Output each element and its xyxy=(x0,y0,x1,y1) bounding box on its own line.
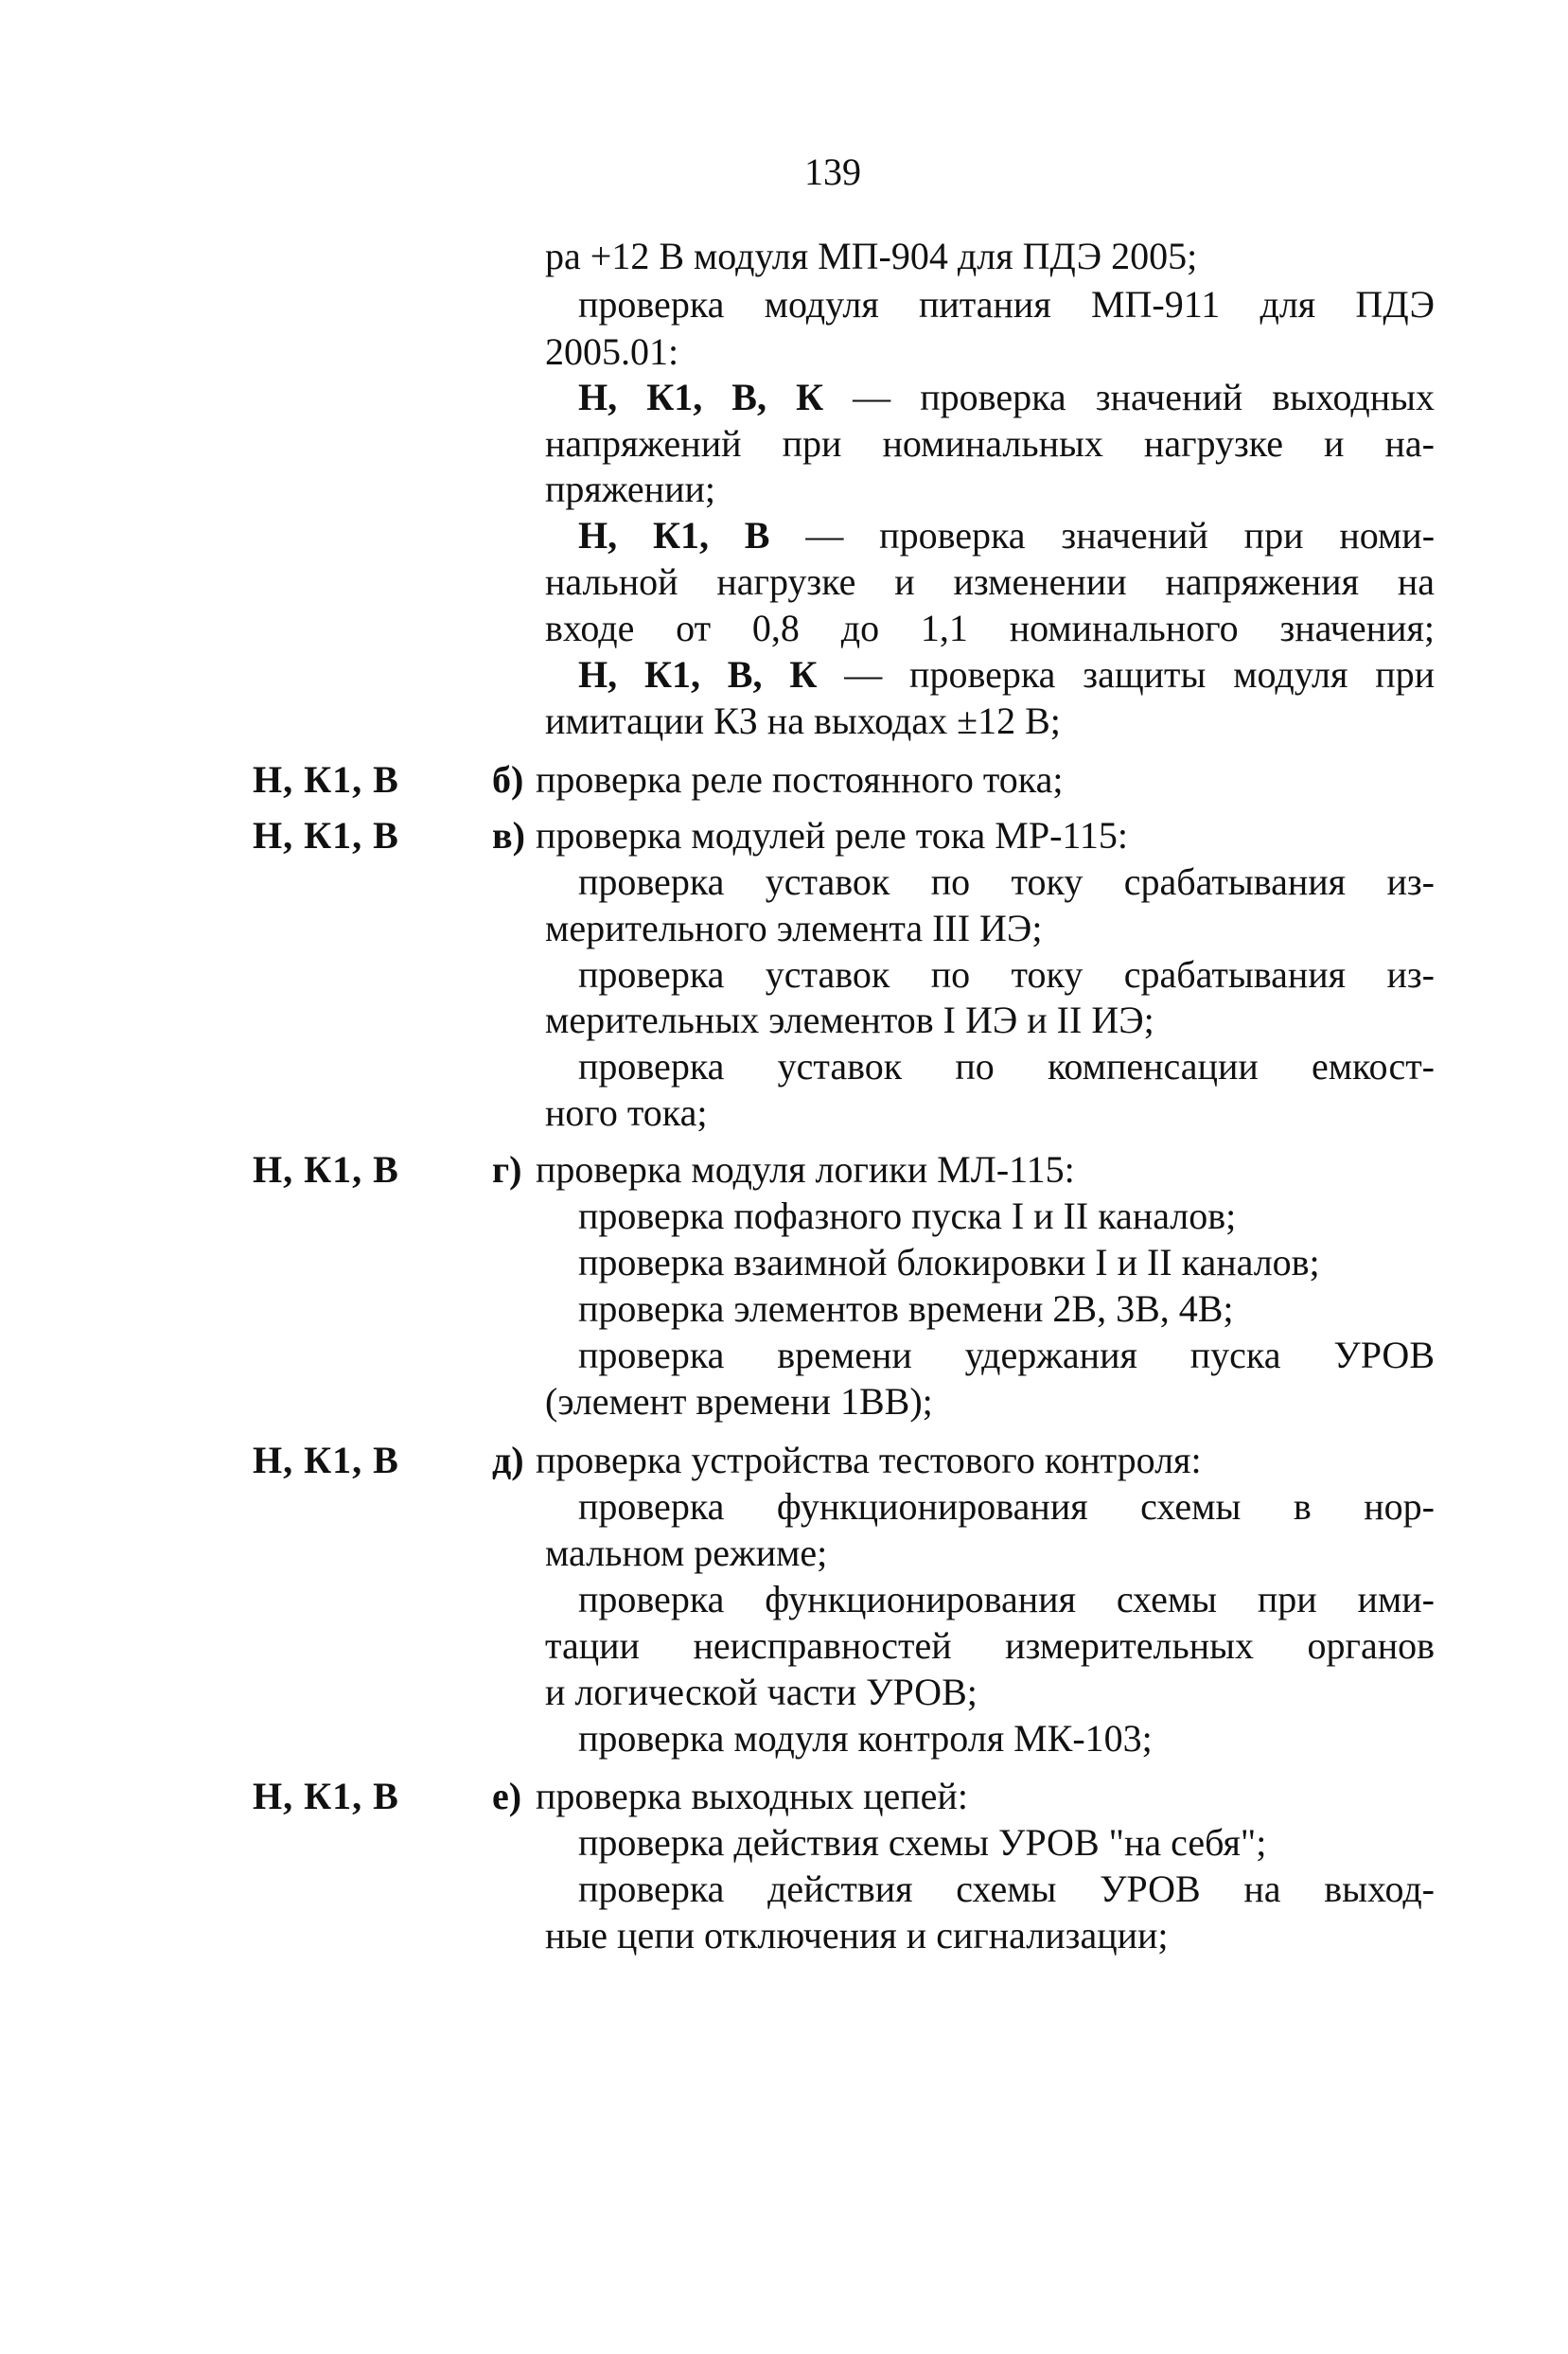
text-line: проверка уставок по току срабатывания из- xyxy=(578,953,1435,996)
text-span: — проверка защиты модуля при xyxy=(817,653,1435,696)
item-letter: е) xyxy=(492,1775,522,1817)
list-item xyxy=(492,1438,1202,1483)
margin-mark: Н, К1, В xyxy=(253,1148,399,1191)
mode-codes: Н, К1, В, К xyxy=(578,653,818,696)
text-line: мальном режиме; xyxy=(545,1531,828,1574)
mode-codes: Н, К1, В xyxy=(578,514,770,557)
margin-mark: Н, К1, В xyxy=(253,758,399,801)
item-text: проверка модулей реле тока МР-115: xyxy=(536,814,1129,857)
item-letter: д) xyxy=(492,1439,524,1481)
text-span: — проверка значений выходных xyxy=(823,376,1435,418)
text-line: проверка функционирования схемы в нор- xyxy=(578,1485,1435,1528)
text-line: напряжений при номинальных нагрузке и на- xyxy=(545,422,1435,465)
page-number: 139 xyxy=(804,150,861,193)
text-line: мерительного элемента III ИЭ; xyxy=(545,907,1043,949)
list-item xyxy=(492,1147,1075,1193)
list-item xyxy=(492,1774,968,1819)
list-item xyxy=(492,757,1063,803)
text-line: имитации КЗ на выходах ±12 В; xyxy=(545,699,1061,742)
margin-mark: Н, К1, В xyxy=(253,1775,399,1817)
text-line: пряжении; xyxy=(545,468,715,510)
margin-mark: Н, К1, В xyxy=(253,1439,399,1481)
text-line: проверка действия схемы УРОВ "на себя"; xyxy=(578,1821,1267,1864)
item-text: проверка модуля логики МЛ-115: xyxy=(536,1148,1075,1191)
text-line: и логической части УРОВ; xyxy=(545,1671,978,1713)
text-line: проверка уставок по компенсации емкост- xyxy=(578,1045,1435,1088)
text-span: — проверка значений при номи- xyxy=(769,514,1436,557)
text-line xyxy=(578,652,1435,698)
item-text: проверка выходных цепей: xyxy=(536,1775,968,1817)
text-line: ного тока; xyxy=(545,1091,708,1134)
list-item xyxy=(492,813,1128,858)
margin-mark: Н, К1, В xyxy=(253,814,399,857)
text-line: проверка пофазного пуска I и II каналов; xyxy=(578,1195,1237,1237)
text-line: проверка модуля питания МП-911 для ПДЭ xyxy=(578,283,1435,326)
text-line: проверка уставок по току срабатывания из- xyxy=(578,860,1435,903)
item-letter: б) xyxy=(492,758,524,801)
item-text: проверка устройства тестового контроля: xyxy=(536,1439,1202,1481)
text-line: нальной нагрузке и изменении напряжения на xyxy=(545,560,1435,603)
text-line: (элемент времени 1ВВ); xyxy=(545,1380,933,1423)
text-line: входе от 0,8 до 1,1 номинального значения; xyxy=(545,607,1435,649)
text-line: проверка элементов времени 2В, 3В, 4В; xyxy=(578,1287,1234,1330)
item-text: проверка реле постоянного тока; xyxy=(536,758,1064,801)
text-line xyxy=(578,513,1435,558)
text-line: проверка времени удержания пуска УРОВ xyxy=(578,1334,1435,1376)
text-line: 2005.01: xyxy=(545,330,679,373)
item-letter: в) xyxy=(492,814,525,857)
text-line xyxy=(578,375,1435,420)
text-line: проверка взаимной блокировки I и II каналов; xyxy=(578,1241,1320,1283)
text-line: тации неисправностей измерительных органов xyxy=(545,1624,1435,1667)
text-line: проверка действия схемы УРОВ на выход- xyxy=(578,1867,1435,1910)
text-line: ные цепи отключения и сигнализации; xyxy=(545,1914,1169,1956)
text-line: мерительных элементов I ИЭ и II ИЭ; xyxy=(545,999,1154,1041)
text-line: проверка модуля контроля МК-103; xyxy=(578,1717,1153,1760)
text-line: проверка функционирования схемы при ими- xyxy=(578,1578,1435,1620)
mode-codes: Н, К1, В, К xyxy=(578,376,824,418)
item-letter: г) xyxy=(492,1148,522,1191)
text-line: ра +12 В модуля МП-904 для ПДЭ 2005; xyxy=(545,235,1198,277)
